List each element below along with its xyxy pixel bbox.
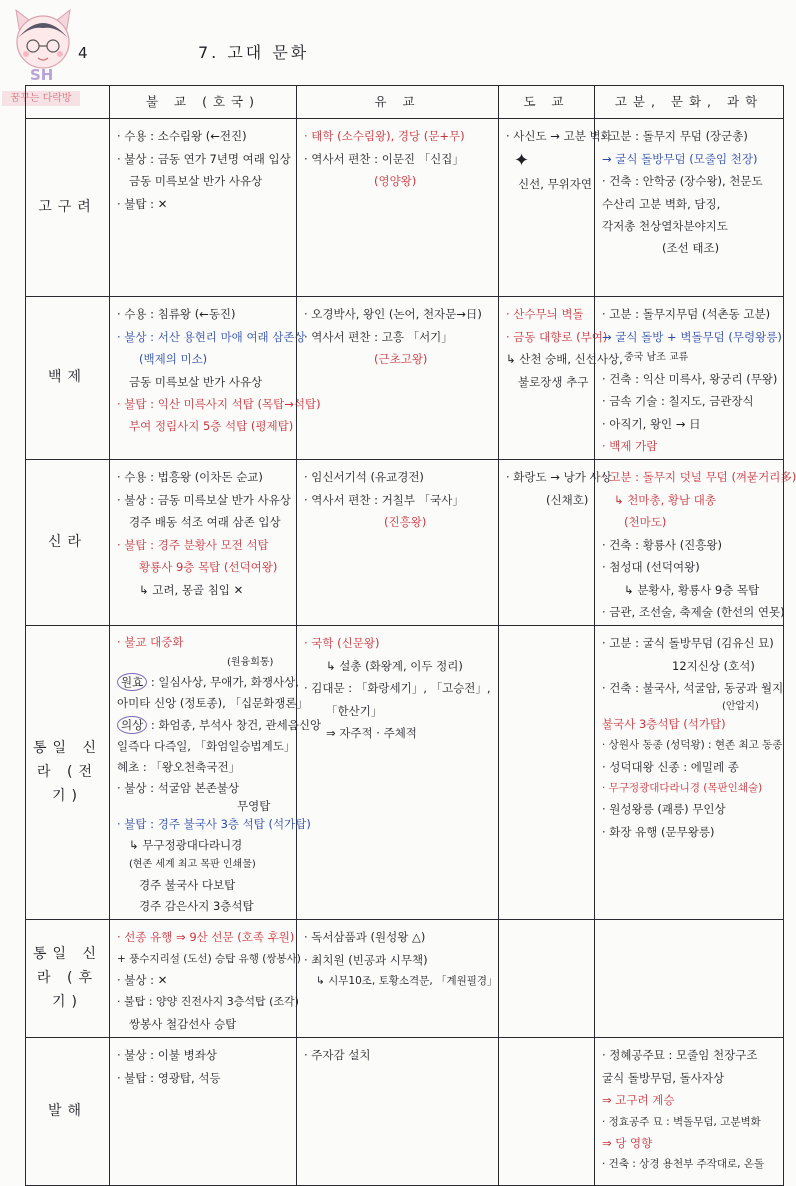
cell-tombs — [595, 119, 784, 297]
text-line: ↳ 천마총, 황남 대총 — [614, 492, 717, 507]
cell-taoism — [499, 920, 595, 1038]
text-line: 경주 감은사지 3층석탑 — [139, 898, 254, 913]
cell-taoism — [499, 119, 612, 297]
column-header-buddhism: 불 교 (호국) — [110, 86, 297, 119]
four-directions-icon: ✦ — [514, 149, 530, 171]
table-row — [26, 297, 784, 460]
text-line: · 불탑 : ✕ — [117, 196, 168, 211]
text-line: (천마도) — [624, 515, 667, 530]
cell-tombs — [595, 297, 784, 460]
text-line: · 독서삼품과 (원성왕 △) — [304, 930, 426, 945]
text-line: · 국학 (신문왕) — [304, 636, 380, 651]
text-line: → 굴식 돌방무덤 (모줄임 천장) — [602, 151, 758, 166]
text-line: (조선 태조) — [662, 241, 720, 256]
text-line: 쌍봉사 철감선사 승탑 — [129, 1016, 237, 1031]
text-line — [117, 672, 299, 693]
text-line: 부여 정림사지 5층 석탑 (평제탑) — [129, 419, 294, 434]
logo-badge: SH — [30, 66, 54, 84]
cell-confucianism — [297, 626, 499, 920]
text-line: · 산수무늬 벽돌 — [506, 307, 584, 322]
text-line: 일즉다 다즉일, 「화엄일승법계도」 — [117, 738, 296, 753]
text-line: · 건축 : 불국사, 석굴암, 동궁과 월지 — [602, 681, 784, 696]
text-line: · 성덕대왕 신종 : 에밀레 종 — [602, 759, 739, 774]
text-line: · 역사서 편찬 : 이문진 「신집」 — [304, 151, 464, 166]
text-line: · 불탑 : 경주 불국사 3층 석탑 (석가탑) — [117, 816, 311, 831]
text-line: · 불상 : 금동 연가 7년명 여래 입상 — [117, 151, 291, 166]
text-line: · 불상 : ✕ — [117, 972, 168, 987]
table-row — [26, 626, 784, 920]
text-line: · 정효공주 묘 : 벽돌무덤, 고분벽화 — [602, 1115, 761, 1128]
text-line: · 수용 : 침류왕 (←동진) — [117, 307, 236, 322]
text-line: · 불상 : 서산 용현리 마애 여래 삼존상 — [117, 329, 306, 344]
text-line: · 원성왕릉 (괘릉) 무인상 — [602, 802, 726, 817]
text-line: 12지신상 (호석) — [672, 658, 755, 673]
text-line: · 불탑 : 익산 미륵사지 석탑 (목탑→석탑) — [117, 397, 321, 412]
text-line: 불국사 3층석탑 (석가탑) — [602, 716, 726, 731]
text-line: ⇒ 고구려 계승 — [602, 1093, 675, 1108]
text-line: · 불탑 : 양양 진전사지 3층석탑 (조각) — [117, 995, 299, 1009]
row-label-unified-silla-early: 통일 신라 (전기) — [26, 626, 110, 920]
text-line: 불로장생 추구 — [518, 374, 589, 389]
cell-buddhism — [110, 119, 297, 297]
text-line: → 굴식 돌방 + 벽돌무덤 (무령왕릉) — [602, 329, 782, 344]
cell-confucianism — [297, 460, 499, 626]
text-line: (신채호) — [546, 492, 589, 507]
text-line: (백제의 미소) — [139, 352, 208, 367]
cell-confucianism — [297, 1038, 499, 1186]
text-line: 무영탑 — [237, 798, 271, 813]
column-header-confucianism: 유 교 — [297, 86, 499, 119]
text-line: 수산리 고분 벽화, 담징, — [602, 196, 721, 211]
text-line: (안압지) — [722, 700, 759, 712]
text-line: + 풍수지리설 (도선) 승탑 유행 (쌍봉사) — [117, 952, 301, 965]
text-line: · 백제 가람 — [602, 438, 658, 453]
row-label-baekje: 백제 — [26, 297, 110, 460]
text-line: · 수용 : 법흥왕 (이차돈 순교) — [117, 470, 263, 485]
text-line: · 건축 : 익산 미륵사, 왕궁리 (무왕) — [602, 371, 778, 386]
cell-tombs — [595, 626, 784, 920]
column-header-tombs-culture: 고분, 문화, 과학 — [595, 86, 784, 119]
text-line: · 선종 유행 ⇒ 9산 선문 (호족 후원) — [117, 930, 295, 945]
cell-taoism — [499, 460, 612, 626]
text-line: · 건축 : 상경 용천부 주작대로, 온돌 — [602, 1158, 765, 1171]
text-line: · 불상 : 이불 병좌상 — [117, 1048, 217, 1063]
cell-taoism — [499, 626, 595, 920]
page-number: 4 — [78, 44, 88, 62]
text-line: 「한산기」 — [326, 703, 383, 718]
cell-buddhism — [110, 460, 297, 626]
text-line: · 아직기, 왕인 → 日 — [602, 416, 701, 431]
text-line: ↳ 설총 (화왕계, 이두 정리) — [326, 658, 463, 673]
text-line: · 수용 : 소수림왕 (←전진) — [117, 129, 247, 144]
text-line: · 불상 : 석굴암 본존불상 — [117, 781, 240, 796]
text-line: · 역사서 편찬 : 고흥 「서기」 — [304, 329, 453, 344]
text-line: 혜초 : 「왕오천축국전」 — [117, 760, 241, 775]
cell-confucianism — [297, 297, 499, 460]
text-line: 각저총 천상열차분야지도 — [602, 219, 728, 234]
page-title: 7. 고대 문화 — [198, 43, 310, 62]
text-line: · 고분 : 돌무지 덧널 무덤 (껴묻거리多) — [602, 470, 796, 485]
text-line: 금동 미륵보살 반가 사유상 — [129, 374, 263, 389]
text-line: ⇒ 자주적 · 주체적 — [326, 726, 417, 741]
text-line: · 화장 유행 (문무왕릉) — [602, 824, 715, 839]
text-line — [117, 715, 322, 736]
text-line: 금동 미륵보살 반가 사유상 — [129, 174, 263, 189]
text-line: ↳ 분황사, 황룡사 9층 목탑 — [624, 582, 760, 597]
text-line: (근초고왕) — [374, 352, 428, 367]
column-header-taoism: 도 교 — [499, 86, 595, 119]
text-line: 경주 불국사 다보탑 — [139, 877, 236, 892]
text-line: ⇒ 당 영향 — [602, 1135, 653, 1150]
cell-buddhism — [110, 920, 301, 1038]
cell-buddhism — [110, 1038, 297, 1186]
text-line: · 주자감 설치 — [304, 1048, 371, 1063]
text-line: 신선, 무위자연 — [518, 176, 592, 191]
text-line: · 화랑도 → 낭가 사상 — [506, 470, 612, 485]
text-line: ↳ 산천 숭배, 신선사상, — [506, 352, 623, 367]
text-line: · 사신도 → 고분 벽화 — [506, 129, 612, 144]
text-line: · 첨성대 (선덕여왕) — [602, 560, 700, 575]
text-line: · 불교 대중화 — [117, 635, 184, 650]
text-line: 아미타 신앙 (정토종), 「십문화쟁론」 — [117, 696, 309, 711]
text-line: · 고분 : 굴식 돌방무덤 (김유신 묘) — [602, 636, 774, 651]
text-line: (진흥왕) — [384, 515, 427, 530]
text-line: ↳ 무구정광대다라니경 — [129, 837, 243, 852]
table-header-row — [26, 86, 784, 119]
table-row — [26, 920, 784, 1038]
text-line: · 불상 : 금동 미륵보살 반가 사유상 — [117, 492, 291, 507]
text-line: 경주 배동 석조 여래 삼존 입상 — [129, 515, 281, 530]
text-line: (현존 세계 최고 목판 인쇄물) — [129, 859, 256, 871]
text-line: · 불탑 : 경주 분황사 모전 석탑 — [117, 537, 269, 552]
text-line: · 건축 : 안학궁 (장수왕), 천문도 — [602, 174, 763, 189]
text-line: 황룡사 9층 목탑 (선덕여왕) — [139, 560, 278, 575]
text-line: ↳ 시무10조, 토황소격문, 「계원필경」 — [316, 974, 498, 987]
text-line: · 불탑 : 영광탑, 석등 — [117, 1070, 221, 1085]
text-line: · 무구정광대다라니경 (목판인쇄술) — [602, 781, 763, 794]
logo-caption: 꿈꾸는 다락방 — [2, 91, 80, 106]
uisang-highlight: 의상 — [117, 716, 147, 734]
table-row — [26, 460, 784, 626]
text-line: · 정혜공주묘 : 모줄임 천장구조 — [602, 1048, 758, 1063]
text-line: (원융회통) — [227, 656, 274, 668]
text-line: · 건축 : 황룡사 (진흥왕) — [602, 537, 722, 552]
cell-buddhism — [110, 626, 322, 920]
text-line: 굴식 돌방무덤, 돌사자상 — [602, 1070, 725, 1085]
text-line: 중국 남조 교류 — [624, 352, 689, 364]
text-line: · 오경박사, 왕인 (논어, 천자문→日) — [304, 307, 482, 322]
text-line: · 고분 : 돌무지무덤 (석촌동 고분) — [602, 307, 771, 322]
cell-taoism — [499, 1038, 595, 1186]
ancient-culture-table — [25, 85, 796, 1186]
text-line: ↳ 고려, 몽골 침입 ✕ — [139, 582, 244, 597]
text-line: (영양왕) — [374, 174, 417, 189]
text-line — [506, 148, 589, 173]
text-line: · 상원사 동종 (성덕왕) : 현존 최고 동종 — [602, 739, 783, 752]
text-line: · 역사서 편찬 : 거칠부 「국사」 — [304, 492, 464, 507]
row-label-unified-silla-late: 통일 신라 (후기) — [26, 920, 110, 1038]
cell-buddhism — [110, 297, 321, 460]
cell-tombs — [595, 1038, 784, 1186]
cell-confucianism — [297, 920, 499, 1038]
row-label-goguryeo: 고구려 — [26, 119, 110, 297]
cell-tombs — [595, 920, 784, 1038]
column-header-corner — [26, 86, 110, 119]
cell-tombs — [595, 460, 796, 626]
text-line: · 금관, 조선술, 축제술 (한선의 연못) — [602, 604, 785, 619]
text-line: · 고분 : 돌무지 무덤 (장군총) — [602, 129, 748, 144]
wonhyo-highlight: 원효 — [117, 673, 147, 691]
wonhyo-desc: : 일심사상, 무애가, 화쟁사상, — [147, 675, 299, 690]
text-line: · 김대문 : 「화랑세기」, 「고승전」, — [304, 681, 491, 696]
text-line: · 태학 (소수림왕), 경당 (문+무) — [304, 129, 465, 144]
cell-taoism — [499, 297, 623, 460]
table-row — [26, 119, 784, 297]
cell-confucianism — [297, 119, 499, 297]
text-line: · 금속 기술 : 칠지도, 금관장식 — [602, 394, 754, 409]
row-label-silla: 신라 — [26, 460, 110, 626]
table-row — [26, 1038, 784, 1186]
text-line: · 최치원 (빈공과 시무책) — [304, 952, 428, 967]
text-line: · 임신서기석 (유교경전) — [304, 470, 424, 485]
text-line: · 금동 대향로 (부여) — [506, 329, 608, 344]
uisang-desc: : 화엄종, 부석사 창건, 관세음신앙 — [147, 717, 322, 732]
row-label-balhae: 발해 — [26, 1038, 110, 1186]
